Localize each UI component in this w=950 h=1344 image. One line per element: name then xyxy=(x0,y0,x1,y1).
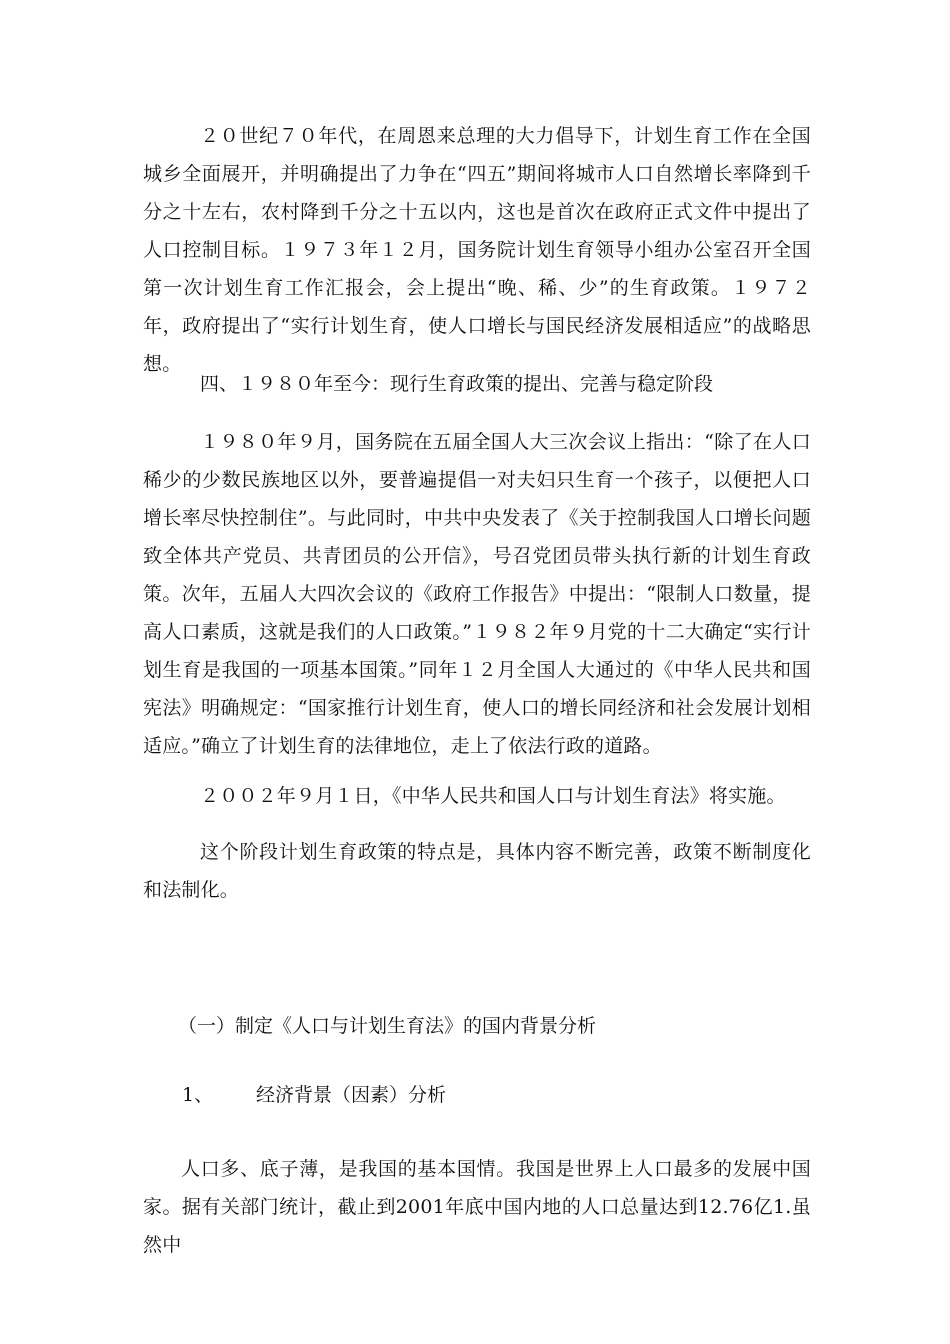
item-heading-economic-background: 经济背景（因素）分析 xyxy=(256,1084,447,1106)
item-number: 1、 xyxy=(182,1084,214,1106)
paragraph-2002-law: ２００２年９月１日，《中华人民共和国人口与计划生育法》将实施。 xyxy=(200,785,786,807)
paragraph-1980-policy: １９８０年９月，国务院在五届全国人大三次会议上指出：“除了在人口稀少的少数民族地区以外，要普遍提倡一对夫妇只生育一个孩子，以便把人口增长率尽快控制住”。与此同时，中共中央发表了《关于控制我国人口增长问题致全体共产党员、共青团员的公开信》，号召党团员带头执行新的计划生育政策。次年，五届人大四次会议的《政府工作报告》中提出：“限制人口数量，提高人口素质，这就是我们的人口政策。”１９８２年９月党的十二大确定“实行计划生育是我国的一项基本国策。”同年１２月全国人大通过的《中华人民共和国宪法》明确规定：“国家推行计划生育，使人口的增长同经济和社会发展计划相适应。”确立了计划生育的法律地位，走上了依法行政的道路。 xyxy=(143,431,811,757)
section-heading-4: 四、１９８０年至今：现行生育政策的提出、完善与稳定阶段 xyxy=(200,373,714,395)
subsection-heading-domestic-background: （一）制定《人口与计划生育法》的国内背景分析 xyxy=(178,1015,597,1037)
paragraph-population-situation: 人口多、底子薄，是我国的基本国情。我国是世界上人口最多的发展中国家。据有关部门统计，截止到2001年底中国内地的人口总量达到12.76亿1.虽然中 xyxy=(143,1158,811,1256)
paragraph-1970s-policy: ２０世纪７０年代，在周恩来总理的大力倡导下，计划生育工作在全国城乡全面展开，并明确提出了力争在“四五”期间将城市人口自然增长率降到千分之十左右，农村降到千分之十五以内，这也是首次在政府正式文件中提出了人口控制目标。１９７３年１２月，国务院计划生育领导小组办公室召开全国第一次计划生育工作汇报会，会上提出“晚、稀、少”的生育政策。１９７２年，政府提出了“实行计划生育，使人口增长与国民经济发展相适应”的战略思想。 xyxy=(143,125,811,375)
paragraph-stage-features: 这个阶段计划生育政策的特点是，具体内容不断完善，政策不断制度化和法制化。 xyxy=(143,841,811,901)
